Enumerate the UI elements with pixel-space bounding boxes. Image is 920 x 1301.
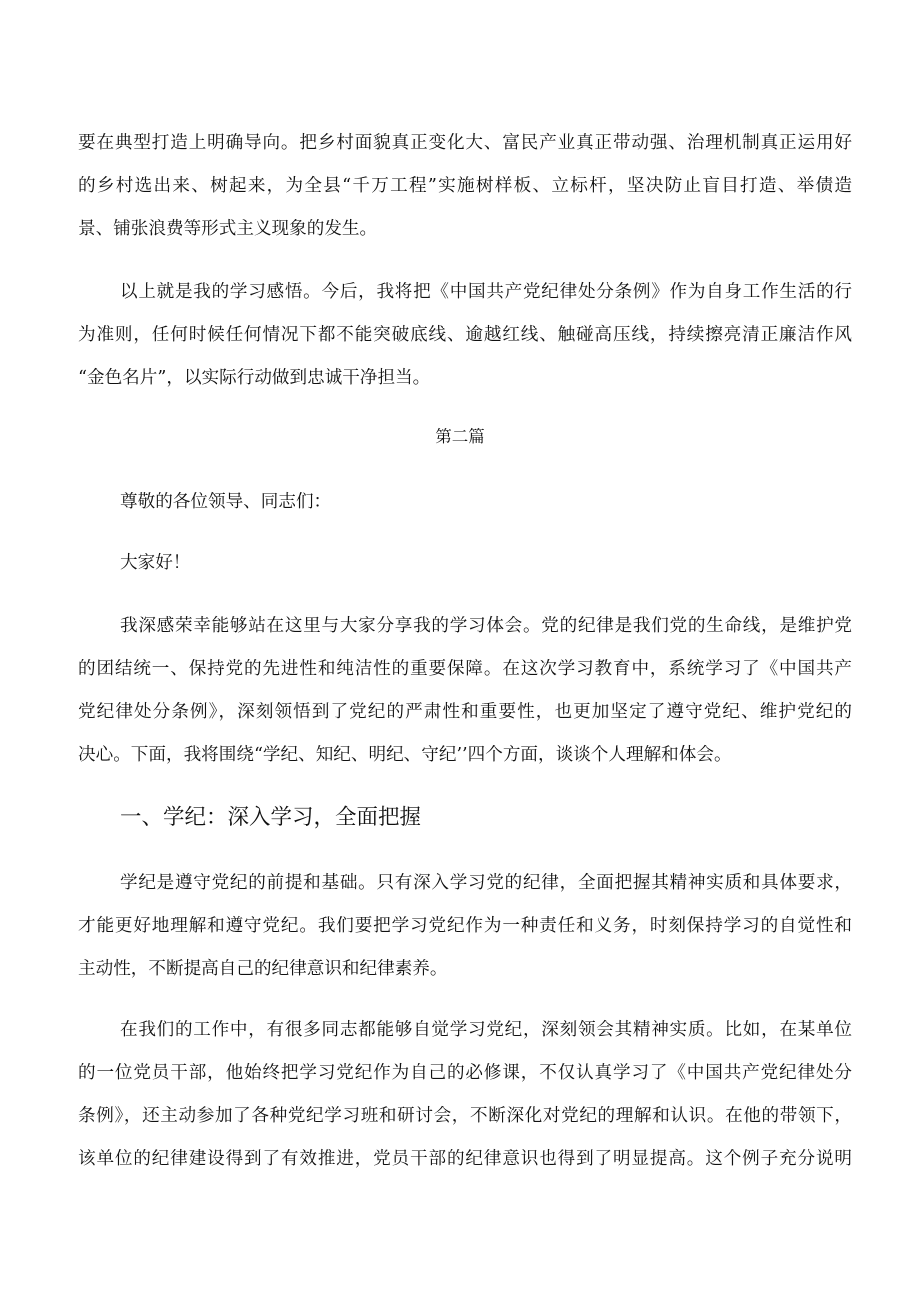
paragraph-line: 在我们的工作中，有很多同志都能够自觉学习党纪，深刻领会其精神实质。比如，在某单位 (120, 1020, 852, 1040)
paragraph-line: 决心。下面，我将围绕“学纪、知纪、明纪、守纪’’四个方面，谈谈个人理解和体会。 (78, 745, 732, 765)
paragraph-line: 为准则，任何时候任何情况下都不能突破底线、逾越红线、触碰高压线，持续擦亮清正廉洁作风 (78, 325, 852, 345)
paragraph-line: 要在典型打造上明确导向。把乡村面貌真正变化大、富民产业真正带动强、治理机制真正运用好 (78, 133, 852, 153)
section-title: 第二篇 (435, 427, 485, 446)
paragraph-line: 的一位党员干部，他始终把学习党纪作为自己的必修课，不仅认真学习了《中国共产党纪律处分 (78, 1063, 852, 1083)
paragraph-line: 主动性，不断提高自己的纪律意识和纪律素养。 (78, 959, 448, 979)
salutation: 尊敬的各位领导、同志们： (120, 492, 332, 512)
paragraph-line: 该单位的纪律建设得到了有效推进，党员干部的纪律意识也得到了明显提高。这个例子充分说明 (78, 1149, 852, 1169)
section-heading: 一、学纪：深入学习，全面把握 (120, 805, 422, 830)
paragraph-line: 的乡村选出来、树起来，为全县“千万工程”实施树样板、立标杆，坚决防止盲目打造、举债造 (78, 176, 852, 196)
paragraph-line: 学纪是遵守党纪的前提和基础。只有深入学习党的纪律，全面把握其精神实质和具体要求， (120, 873, 852, 893)
paragraph-line: 景、铺张浪费等形式主义现象的发生。 (78, 219, 378, 239)
paragraph-line: 我深感荣幸能够站在这里与大家分享我的学习体会。党的纪律是我们党的生命线，是维护党 (120, 616, 852, 636)
paragraph-line: “金色名片”，以实际行动做到忠诚干净担当。 (78, 368, 431, 388)
paragraph-line: 条例》，还主动参加了各种党纪学习班和研讨会，不断深化对党纪的理解和认识。在他的带领下， (78, 1106, 852, 1126)
paragraph-line: 以上就是我的学习感悟。今后，我将把《中国共产党纪律处分条例》作为自身工作生活的行 (120, 282, 852, 302)
paragraph-line: 党纪律处分条例》，深刻领悟到了党纪的严肃性和重要性，也更加坚定了遵守党纪、维护党纪的 (78, 702, 852, 722)
paragraph-line: 的团结统一、保持党的先进性和纯洁性的重要保障。在这次学习教育中，系统学习了《中国共产 (78, 659, 852, 679)
paragraph-line: 才能更好地理解和遵守党纪。我们要把学习党纪作为一种责任和义务，时刻保持学习的自觉性和 (78, 916, 852, 936)
greeting: 大家好！ (120, 553, 191, 573)
